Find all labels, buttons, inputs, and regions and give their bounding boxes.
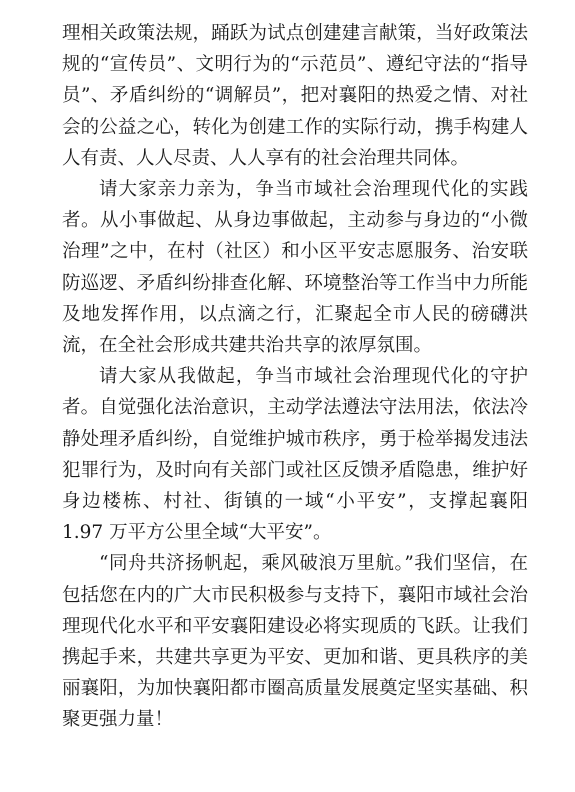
paragraph-guardian: 请大家从我做起，争当市域社会治理现代化的守护者。自觉强化法治意识，主动学法遵法守法用法，依法冷静处理矛盾纠纷，自觉维护城市秩序，勇于检举揭发违法犯罪行为，及时向有关部门或社区反馈矛盾隐患，维护好身边楼栋、村社、街镇的一域“小平安”，支撑起襄阳 1.97 万平方公里全域“大平安”。 (62, 366, 528, 544)
paragraph-closing: “同舟共济扬帆起，乘风破浪万里航。”我们坚信，在包括您在内的广大市民积极参与支持下，襄阳市域社会治理现代化水平和平安襄阳建设必将实现质的飞跃。让我们携起手来，共建共享更为平安、更加和谐、更具秩序的美丽襄阳，为加快襄阳都市圈高质量发展奠定坚实基础、积聚更强力量！ (62, 553, 528, 731)
document-body (62, 18, 528, 736)
paragraph-practitioner: 请大家亲力亲为，争当市域社会治理现代化的实践者。从小事做起、从身边事做起，主动参与身边的“小微治理”之中，在村（社区）和小区平安志愿服务、治安联防巡逻、矛盾纠纷排查化解、环境整治等工作当中力所能及地发挥作用，以点滴之行，汇聚起全市人民的磅礴洪流，在全社会形成共建共治共享的浓厚氛围。 (62, 179, 528, 357)
paragraph-continuation: 理相关政策法规，踊跃为试点创建建言献策，当好政策法规的“宣传员”、文明行为的“示范员”、遵纪守法的“指导员”、矛盾纠纷的“调解员”，把对襄阳的热爱之情、对社会的公益之心，转化为创建工作的实际行动，携手构建人人有责、人人尽责、人人享有的社会治理共同体。 (62, 23, 528, 169)
